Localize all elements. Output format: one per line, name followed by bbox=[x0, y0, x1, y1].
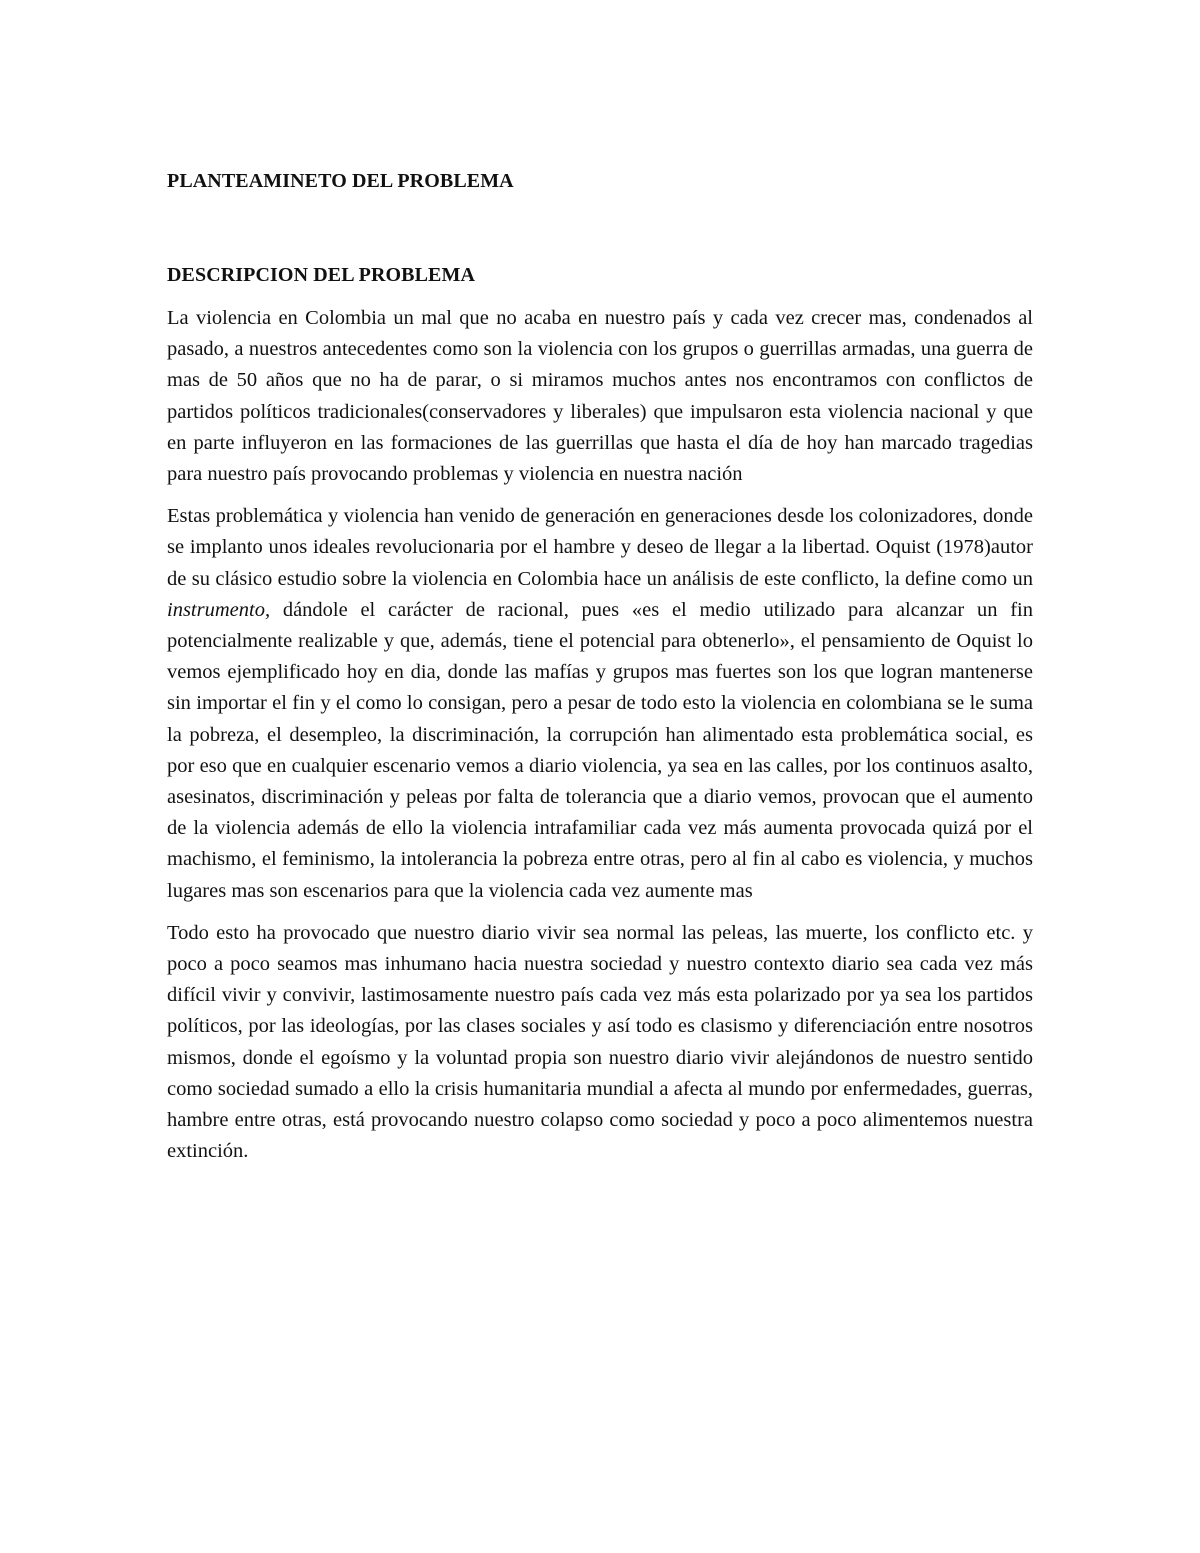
document-body bbox=[167, 166, 1033, 1178]
paragraph-2-text-end: dándole el carácter de racional, pues «es el medio utilizado para alcanzar un fin potencialmente realizable y que, además, tiene el potencial para obtenerlo», el pensamiento de Oquist lo vemos ejemplificado hoy en dia, donde las mafías y grupos mas fuertes son los que logran mantenerse sin importar el fin y el como lo consigan, pero a pesar de todo esto la violencia en colombiana se le suma la pobreza, el desempleo, la discriminación, la corrupción han alimentado esta problemática social, es por eso que en cualquier escenario vemos a diario violencia, ya sea en las calles, por los continuos asalto, asesinatos, discriminación y peleas por falta de tolerancia que a diario vemos, provocan que el aumento de la violencia además de ello la violencia intrafamiliar cada vez más aumenta provocada quizá por el machismo, el feminismo, la intolerancia la pobreza entre otras, pero al fin al cabo es violencia, y muchos lugares mas son escenarios para que la violencia cada vez aumente mas bbox=[167, 598, 1033, 902]
paragraph-2-italic-term: instrumento, bbox=[167, 598, 271, 621]
paragraph-1: La violencia en Colombia un mal que no acaba en nuestro país y cada vez crecer mas, condenados al pasado, a nuestros antecedentes como son la violencia con los grupos o guerrillas armadas, una guerra de mas de 50 años que no ha de parar, o si miramos muchos antes nos encontramos con conflictos de partidos políticos tradicionales(conservadores y liberales) que impulsaron esta violencia nacional y que en parte influyeron en las formaciones de las guerrillas que hasta el día de hoy han marcado tragedias para nuestro país provocando problemas y violencia en nuestra nación bbox=[167, 307, 1033, 486]
paragraph-2-text-start: Estas problemática y violencia han venido de generación en generaciones desde los colonizadores, donde se implanto unos ideales revolucionaria por el hambre y deseo de llegar a la libertad. Oquist (1978)autor de su clásico estudio sobre la violencia en Colombia hace un análisis de este conflicto, la define como un bbox=[167, 505, 1033, 590]
section-heading: DESCRIPCION DEL PROBLEMA bbox=[167, 264, 475, 286]
document-title: PLANTEAMINETO DEL PROBLEMA bbox=[167, 170, 514, 192]
paragraph-2 bbox=[167, 501, 1033, 907]
paragraph-3: Todo esto ha provocado que nuestro diario vivir sea normal las peleas, las muerte, los conflicto etc. y poco a poco seamos mas inhumano hacia nuestra sociedad y nuestro contexto diario sea cada vez más difícil vivir y convivir, lastimosamente nuestro país cada vez más esta polarizado por ya sea los partidos políticos, por las ideologías, por las clases sociales y así todo es clasismo y diferenciación entre nosotros mismos, donde el egoísmo y la voluntad propia son nuestro diario vivir alejándonos de nuestro sentido como sociedad sumado a ello la crisis humanitaria mundial a afecta al mundo por enfermedades, guerras, hambre entre otras, está provocando nuestro colapso como sociedad y poco a poco alimentemos nuestra extinción. bbox=[167, 921, 1033, 1163]
